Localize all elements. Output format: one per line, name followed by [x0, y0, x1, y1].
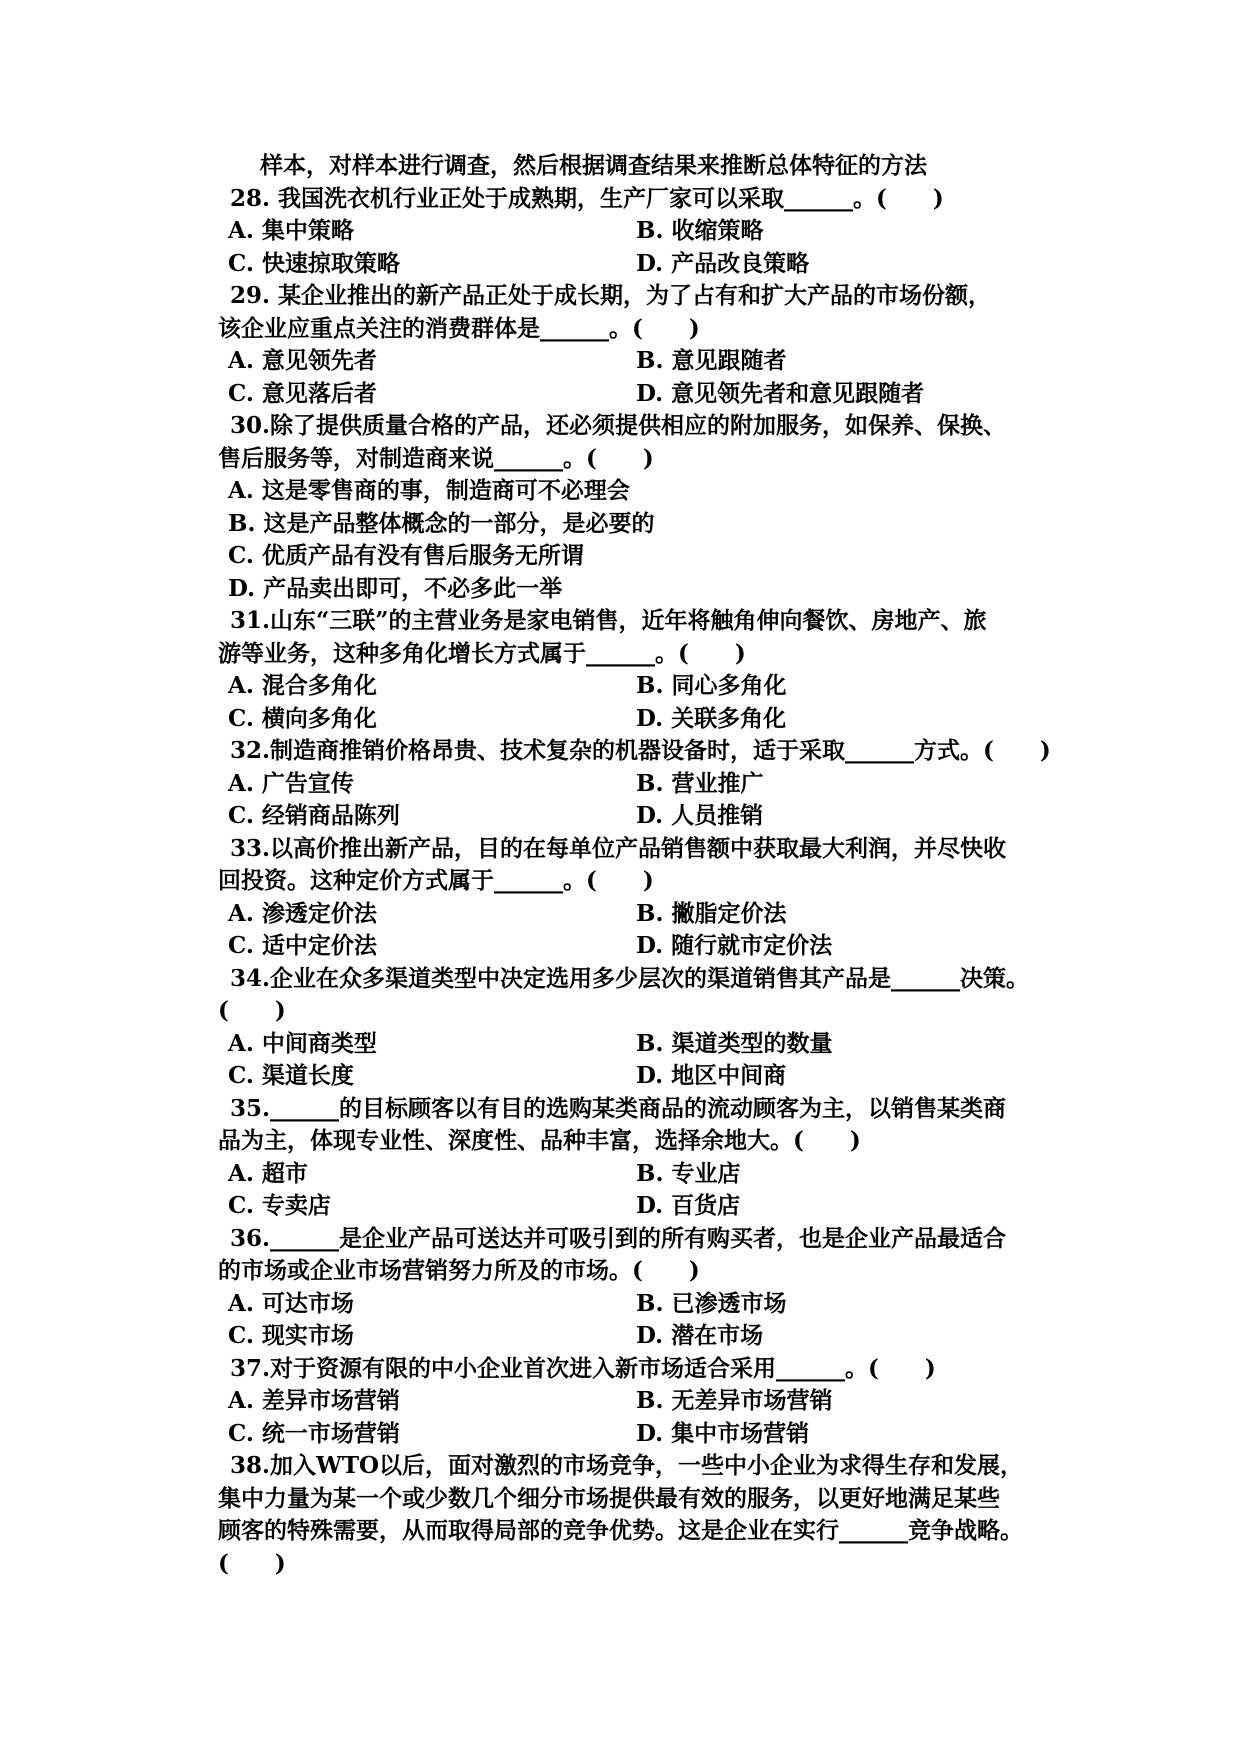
answer-option: A. 渗透定价法 — [228, 899, 377, 927]
answer-option: D. 潜在市场 — [636, 1322, 764, 1349]
answer-option: A. 混合多角化 — [228, 672, 377, 699]
option-row — [0, 248, 1241, 281]
question-item — [0, 833, 1241, 963]
question-stem-line: 回投资。这种定价方式属于______。( ) — [218, 867, 654, 894]
option-row — [0, 1418, 1241, 1451]
option-row — [0, 215, 1241, 248]
question-stem-line: 该企业应重点关注的消费群体是______。( ) — [218, 314, 700, 342]
answer-option: B. 同心多角化 — [636, 672, 787, 699]
answer-option: B. 营业推广 — [636, 769, 764, 797]
answer-option: D. 百货店 — [636, 1192, 741, 1219]
question-stem-line: 游等业务，这种多角化增长方式属于______。( ) — [218, 639, 746, 667]
question-item — [0, 410, 1241, 605]
question-item — [0, 1223, 1241, 1353]
option-row — [0, 1320, 1241, 1353]
option-row — [0, 1190, 1241, 1223]
question-list — [0, 150, 1241, 1580]
answer-option: C. 统一市场营销 — [228, 1419, 400, 1447]
question-item — [0, 605, 1241, 735]
answer-option: A. 意见领先者 — [228, 347, 377, 374]
answer-option: C. 横向多角化 — [228, 704, 377, 732]
question-item — [0, 1450, 1241, 1580]
question-stem-line: 28. 我国洗衣机行业正处于成熟期，生产厂家可以采取______。( ) — [230, 184, 944, 212]
question-stem-line: 顾客的特殊需要，从而取得局部的竞争优势。这是企业在实行______竞争战略。 — [218, 1517, 1023, 1544]
answer-option: C. 优质产品有没有售后服务无所谓 — [228, 542, 584, 569]
answer-option: D. 产品改良策略 — [636, 249, 810, 277]
answer-option: A. 可达市场 — [228, 1289, 354, 1317]
question-stem-line: 售后服务等，对制造商来说______。( ) — [218, 444, 654, 472]
answer-option: D. 集中市场营销 — [636, 1419, 810, 1447]
answer-option: B. 这是产品整体概念的一部分，是必要的 — [228, 509, 655, 537]
option-row — [0, 345, 1241, 378]
question-item — [0, 1353, 1241, 1451]
question-stem-line: 34.企业在众多渠道类型中决定选用多少层次的渠道销售其产品是______决策。 — [230, 964, 1030, 992]
question-stem-line: 32.制造商推销价格昂贵、技术复杂的机器设备时，适于采取______方式。( ) — [230, 737, 1051, 764]
answer-option: A. 这是零售商的事，制造商可不必理会 — [228, 477, 630, 504]
question-stem-line: 37.对于资源有限的中小企业首次进入新市场适合采用______。( ) — [230, 1354, 936, 1382]
answer-option: A. 集中策略 — [228, 217, 354, 244]
option-row — [0, 800, 1241, 833]
answer-option: B. 专业店 — [636, 1159, 741, 1187]
answer-option: C. 意见落后者 — [228, 379, 377, 407]
question-stem-line: 31.山东“三联”的主营业务是家电销售，近年将触角伸向餐饮、房地产、旅 — [230, 607, 987, 634]
answer-option: C. 适中定价法 — [228, 932, 377, 959]
answer-option: C. 经销商品陈列 — [228, 802, 400, 829]
question-stem-line: 30.除了提供质量合格的产品，还必须提供相应的附加服务，如保养、保换、 — [230, 412, 1007, 439]
option-row — [0, 898, 1241, 931]
answer-option: B. 渠道类型的数量 — [636, 1029, 833, 1057]
question-stem-line: ( ) — [218, 997, 286, 1024]
option-row — [0, 768, 1241, 801]
question-item — [0, 1093, 1241, 1223]
option-row — [0, 930, 1241, 963]
answer-option: C. 渠道长度 — [228, 1062, 354, 1089]
question-stem-line: ( ) — [218, 1549, 286, 1577]
answer-option: A. 超市 — [228, 1159, 308, 1187]
option-row — [0, 1385, 1241, 1418]
option-row — [0, 1288, 1241, 1321]
answer-option: D. 关联多角化 — [636, 704, 787, 732]
option-row — [0, 703, 1241, 736]
question-stem-line: 36.______是企业产品可送达并可吸引到的所有购买者，也是企业产品最适合 — [230, 1224, 1007, 1252]
answer-option: B. 撇脂定价法 — [636, 899, 787, 927]
question-stem-line: 集中力量为某一个或少数几个细分市场提供最有效的服务，以更好地满足某些 — [218, 1484, 1000, 1512]
answer-option: D. 人员推销 — [636, 802, 764, 829]
option-row — [0, 378, 1241, 411]
question-item — [0, 183, 1241, 281]
answer-option: C. 专卖店 — [228, 1192, 331, 1219]
continued-text-line: 样本，对样本进行调查，然后根据调查结果来推断总体特征的方法 — [260, 152, 927, 179]
answer-option: C. 现实市场 — [228, 1322, 354, 1349]
option-row — [0, 1028, 1241, 1061]
question-stem-line: 35.______的目标顾客以有目的选购某类商品的流动顾客为主，以销售某类商 — [230, 1094, 1007, 1122]
question-stem-line: 33.以高价推出新产品，目的在每单位产品销售额中获取最大利润，并尽快收 — [230, 834, 1007, 862]
option-row — [0, 1060, 1241, 1093]
question-item — [0, 280, 1241, 410]
answer-option: A. 差异市场营销 — [228, 1387, 400, 1414]
question-stem-line: 38.加入WTO以后，面对激烈的市场竞争，一些中小企业为求得生存和发展， — [230, 1452, 1023, 1479]
question-stem-line: 的市场或企业市场营销努力所及的市场。( ) — [218, 1257, 700, 1284]
questions-container — [0, 183, 1241, 1581]
answer-option: A. 广告宣传 — [228, 769, 354, 797]
question-stem-line: 29. 某企业推出的新产品正处于成长期，为了占有和扩大产品的市场份额， — [230, 282, 992, 309]
answer-option: D. 意见领先者和意见跟随者 — [636, 379, 925, 407]
option-row — [0, 1158, 1241, 1191]
answer-option: C. 快速掠取策略 — [228, 249, 400, 277]
answer-option: D. 产品卖出即可，不必多此一举 — [228, 574, 563, 602]
answer-option: D. 随行就市定价法 — [636, 932, 833, 959]
answer-option: A. 中间商类型 — [228, 1029, 377, 1057]
answer-option: B. 无差异市场营销 — [636, 1387, 833, 1414]
question-item — [0, 963, 1241, 1093]
answer-option: B. 意见跟随者 — [636, 347, 787, 374]
answer-option: B. 收缩策略 — [636, 217, 764, 244]
answer-option: B. 已渗透市场 — [636, 1289, 787, 1317]
question-stem-line: 品为主，体现专业性、深度性、品种丰富，选择余地大。( ) — [218, 1127, 861, 1154]
question-item — [0, 735, 1241, 833]
answer-option: D. 地区中间商 — [636, 1062, 787, 1089]
option-row — [0, 670, 1241, 703]
